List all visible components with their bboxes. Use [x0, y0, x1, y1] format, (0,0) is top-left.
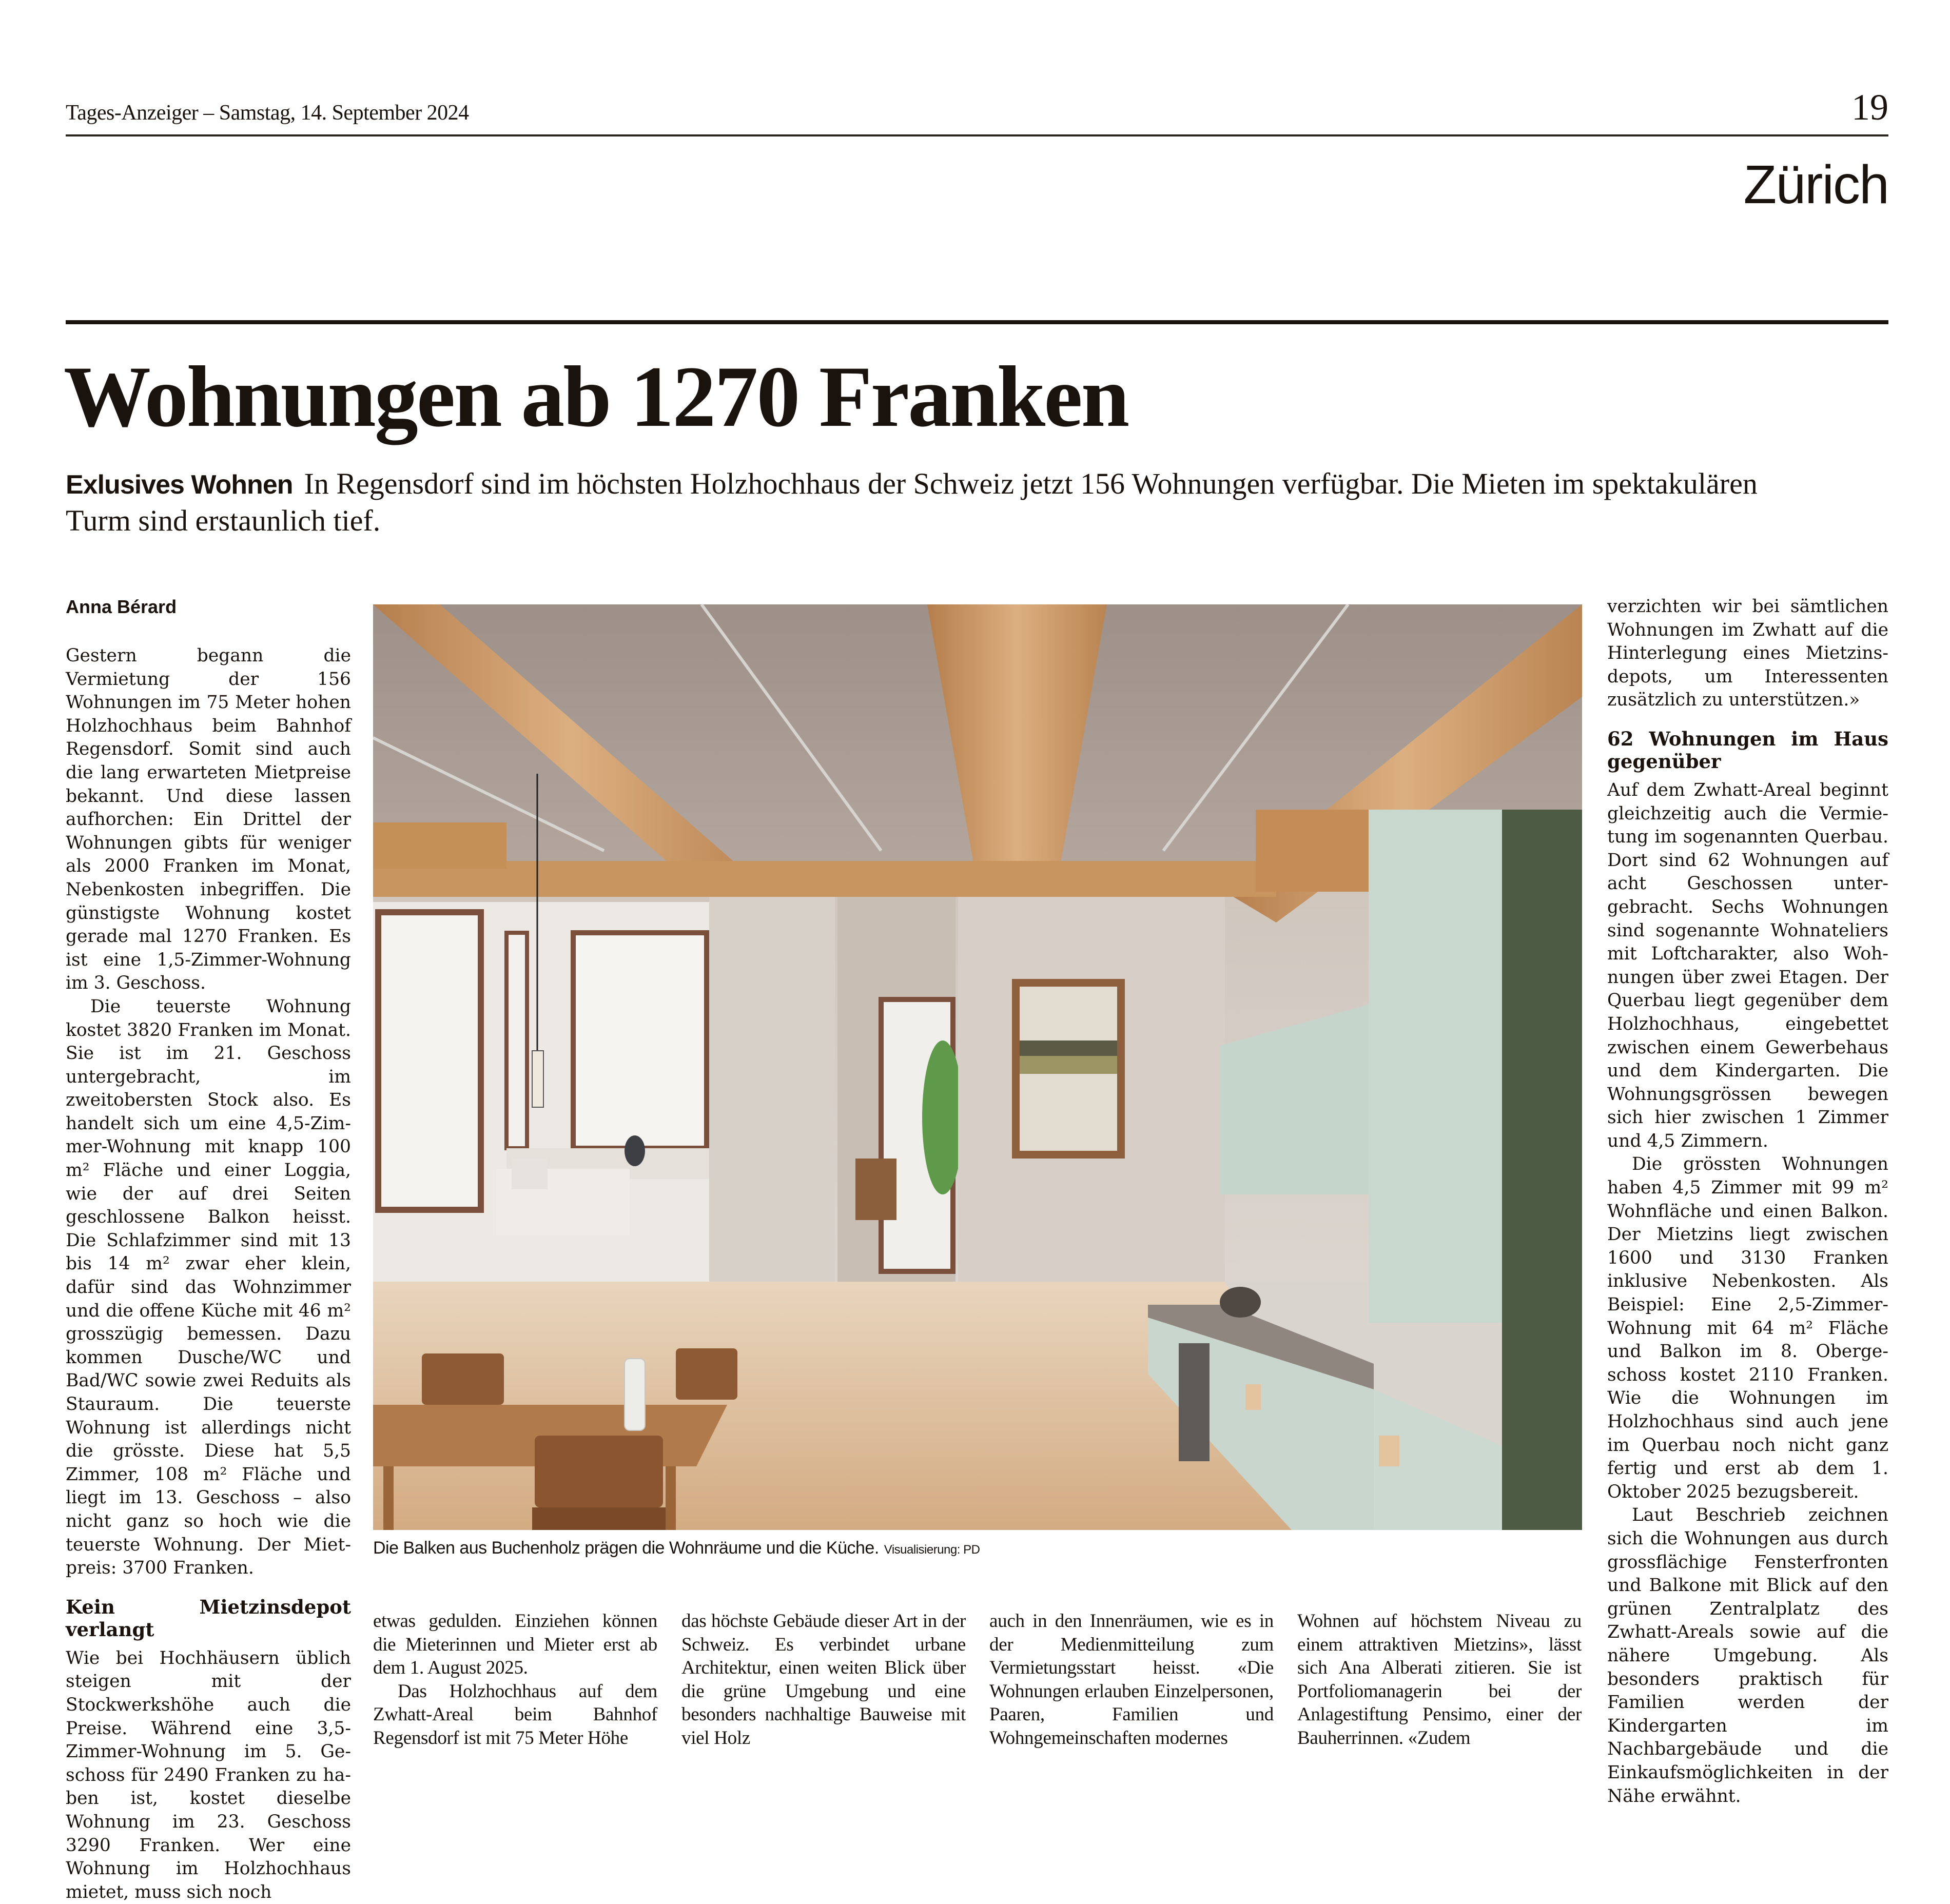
masthead-rule [66, 134, 1888, 136]
paragraph: etwas gedulden. Einziehen können die Mieterinnen und Mieter erst ab dem 1. August 2025. [373, 1611, 657, 1679]
author-byline: Anna Bérard [66, 596, 177, 617]
article-photo [373, 604, 1582, 1530]
paragraph: Auf dem Zwhatt-Areal beginnt gleichzeitig auch die Vermietung im sogenannten Querbau. Dort sind 62 Wohnungen auf acht Geschossen untergebracht. Sechs Wohnungen sind sogenannte Wohnateliers mit Loftcharakter, also Wohnungen über zwei Etagen. Der Querbau liegt gegenüber dem Holzhochhaus, eingebettet zwischen einem Gewerbehaus und dem Kindergarten. Die Wohnungsgrössen bewegen sich hier zwischen 1 Zimmer und 4,5 Zimmern. [1607, 779, 1888, 1151]
text-column-4 [989, 1609, 1274, 1750]
paragraph: Die grössten Wohnungen haben 4,5 Zimmer mit 99 m² Wohnfläche und einen Balkon. Der Mietzins liegt zwischen 1600 und 3130 Franken inklusive Nebenkosten. Als Beispiel: Eine 2,5-Zimmer-Wohnung mit 64 m² Fläche und Balkon im 8. Obergeschoss kostet 2110 Franken. Wie die Wohnungen im Holzhochhaus sind auch jene im Querbau noch nicht ganz fertig und erst ab dem 1. Oktober 2025 bezugsbereit. [1607, 1154, 1888, 1502]
text-column-2 [373, 1609, 657, 1750]
photo-caption [373, 1538, 980, 1558]
paragraph: Wohnen auf höchstem Niveau zu einem attraktiven Mietzins», lässt sich Ana Alberati zitieren. Sie ist Portfoliomanagerin bei der Anlagestiftung Pensimo, einer der Bauherrinnen. «Zudem [1297, 1611, 1582, 1749]
headline: Wohnungen ab 1270 Franken [64, 348, 1128, 445]
subheading: 62 Wohnungen im Haus gegenüber [1607, 727, 1888, 773]
page-number: 19 [1851, 87, 1888, 128]
deck [66, 466, 1810, 539]
paragraph: Gestern begann die Vermietung der 156 Wohnungen im 75 Meter hohen Holzhochhaus beim Bahnhof Regensdorf. Somit sind auch die lang erwarteten Mietpreise bekannt. Und diese lassen aufhorchen: Ein Drittel der Wohnungen gibts für weniger als 2000 Franken im Monat, Nebenkosten inbegriffen. Die günstigste Wohnung kostet gerade mal 1270 Franken. Es ist eine 1,5-Zimmer-Wohnung im 3. Geschoss. [66, 645, 351, 994]
text-column-6 [1607, 595, 1888, 1808]
text-column-3 [681, 1609, 966, 1750]
kicker: Exlusives Wohnen [66, 470, 293, 500]
deck-text: In Regensdorf sind im höchsten Holzhochhaus der Schweiz jetzt 156 Wohnungen verfügbar. Die Mieten im spektakulären Turm sind erstaunlich tief. [66, 467, 1758, 537]
paragraph: Das Holzhochhaus auf dem Zwhatt-Areal beim Bahnhof Regensdorf ist mit 75 Meter Höhe [373, 1680, 657, 1749]
paragraph: Wie bei Hochhäusern üblich steigen mit der Stockwerkshöhe auch die Preise. Während eine 3,5-Zimmer-Wohnung im 5. Geschoss für 2490 Franken zu haben ist, kostet dieselbe Wohnung im 23. Geschoss 3290 Franken. Wer eine Wohnung im Holzhochhaus mietet, muss sich noch [66, 1647, 351, 1902]
paragraph: verzichten wir bei sämtlichen Wohnungen im Zwhatt auf die Hinterlegung eines Mietzinsdepots, um Interessenten zusätzlich zu unterstützen.» [1607, 596, 1888, 711]
paragraph: das höchste Gebäude dieser Art in der Schweiz. Es verbindet urbane Architektur, einen weiten Blick über die grüne Umgebung und eine besonders nachhaltige Bauweise mit viel Holz [681, 1611, 966, 1749]
paragraph: Die teuerste Wohnung kostet 3820 Franken im Monat. Sie ist im 21. Geschoss untergebracht, im zweitobersten Stock also. Es handelt sich um eine 4,5-Zimmer-Wohnung mit knapp 100 m² Fläche und einer Loggia, wie der auf drei Seiten geschlossene Balkon heisst. Die Schlafzimmer sind mit 13 bis 14 m² zwar eher klein, dafür sind das Wohnzimmer und die offene Küche mit 46 m² grosszügig bemessen. Dazu kommen Dusche/WC und Bad/WC sowie zwei Reduits als Stauraum. Die teuerste Wohnung ist allerdings nicht die grösste. Diese hat 5,5 Zimmer, 108 m² Fläche und liegt im 13. Geschoss – also nicht ganz so hoch wie die teuerste Wohnung. Der Mietpreis: 3700 Franken. [66, 996, 351, 1579]
kitchen-interior-illustration [373, 604, 1582, 1530]
text-column-5 [1297, 1609, 1582, 1750]
section-title: Zürich [1743, 154, 1888, 215]
subheading: Kein Mietzinsdepot verlangt [66, 1595, 351, 1641]
paragraph: auch in den Innenräumen, wie es in der Medienmitteilung zum Vermietungsstart heisst. «Die Wohnungen erlauben Einzelpersonen, Paaren, Familien und Wohngemeinschaften modernes [989, 1611, 1274, 1749]
publication-date: Tages-Anzeiger – Samstag, 14. September 2024 [66, 101, 469, 125]
paragraph: Laut Beschrieb zeichnen sich die Wohnungen aus durch grossflächige Fensterfronten und Balkone mit Blick auf den grünen Zentralplatz des Zwhatt-Areals sowie auf die nähere Umgebung. Als besonders praktisch für Familien werden der Kindergarten im Nachbargebäude und die Einkaufsmöglichkeiten in der Nähe erwähnt. [1607, 1505, 1888, 1807]
text-column-1 [66, 644, 351, 1904]
caption-text: Die Balken aus Buchenholz prägen die Wohnräume und die Küche. [373, 1538, 879, 1558]
article-top-rule [66, 320, 1888, 324]
photo-credit: Visualisierung: PD [884, 1543, 980, 1557]
